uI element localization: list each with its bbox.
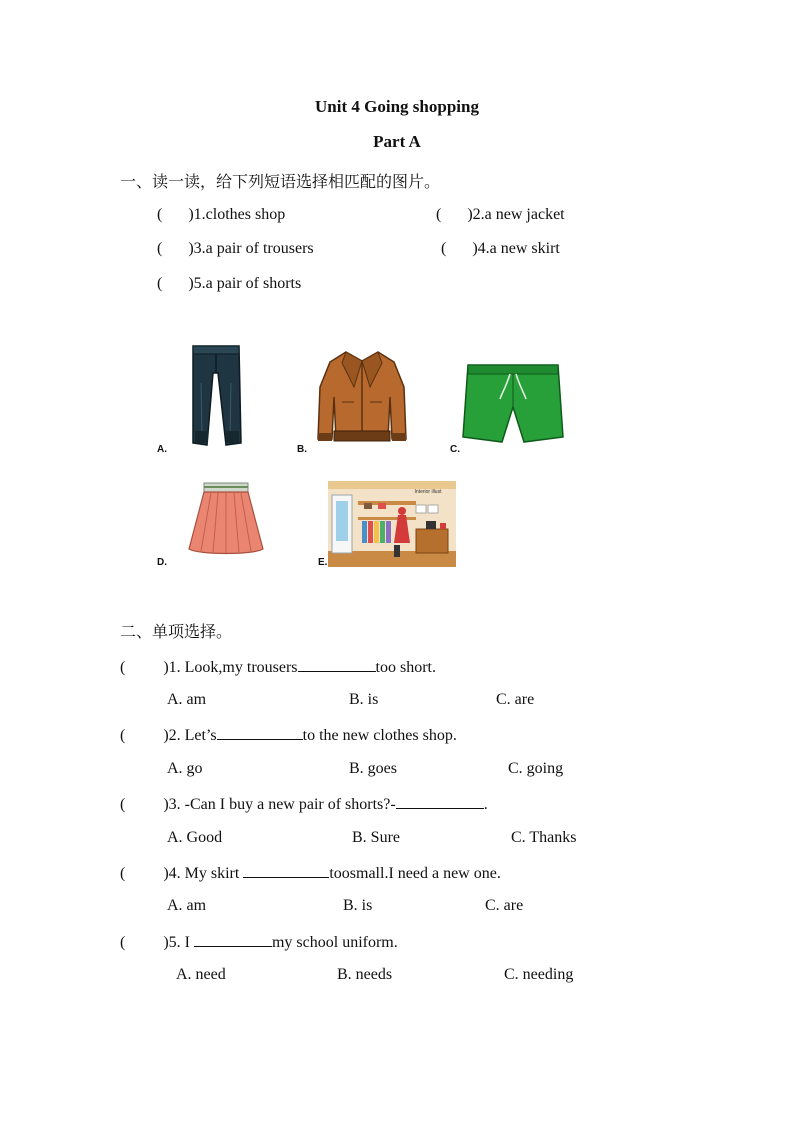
question-text: toosmall.I need a new one. <box>329 865 501 882</box>
question-text: my school uniform. <box>271 934 398 951</box>
question-4 <box>120 863 501 883</box>
item-text: )4.a new skirt <box>472 240 560 257</box>
answer-paren-open[interactable]: ( <box>441 240 447 257</box>
matching-item <box>157 206 285 224</box>
page-title: Unit 4 Going shopping <box>315 97 479 116</box>
option-c[interactable]: C. going <box>508 760 564 777</box>
answer-paren-open[interactable]: ( <box>157 206 163 223</box>
item-text: )2.a new jacket <box>467 206 565 223</box>
picture-label: B. <box>297 444 307 455</box>
matching-item <box>441 240 560 258</box>
option-a[interactable]: A. go <box>167 760 203 777</box>
question-text: too short. <box>375 659 436 676</box>
section2-heading: 二、单项选择。 <box>120 622 233 641</box>
answer-paren-open[interactable]: ( <box>157 240 163 257</box>
answer-paren-open[interactable]: ( <box>120 727 126 744</box>
option-c[interactable]: C. are <box>496 691 535 708</box>
picture-label: C. <box>450 444 460 455</box>
option-b[interactable]: B. Sure <box>352 829 400 846</box>
jacket-icon <box>316 347 408 446</box>
answer-blank[interactable] <box>243 863 329 878</box>
answer-blank[interactable] <box>194 932 272 947</box>
answer-blank[interactable] <box>217 725 303 740</box>
item-text: )3.a pair of trousers <box>188 240 314 257</box>
item-text: )1.clothes shop <box>188 206 286 223</box>
option-c[interactable]: C. needing <box>504 966 574 983</box>
picture-label: D. <box>157 557 167 568</box>
answer-paren-open[interactable]: ( <box>157 275 163 292</box>
matching-item <box>157 275 301 293</box>
answer-paren-open[interactable]: ( <box>120 796 126 813</box>
skirt-icon <box>187 481 265 557</box>
option-c[interactable]: C. are <box>485 897 524 914</box>
option-a[interactable]: A. am <box>167 691 207 708</box>
option-b[interactable]: B. goes <box>349 760 397 777</box>
clothes-shop-icon <box>328 481 456 567</box>
question-text: to the new clothes shop. <box>302 727 457 744</box>
shop-sign-text: Interior illust <box>414 489 442 495</box>
option-c[interactable]: C. Thanks <box>511 829 577 846</box>
answer-paren-open[interactable]: ( <box>120 934 126 951</box>
question-1 <box>120 657 436 677</box>
item-text: )5.a pair of shorts <box>188 275 302 292</box>
question-text: )1. Look,my trousers <box>163 659 298 676</box>
page-subtitle: Part A <box>373 132 421 151</box>
option-a[interactable]: A. Good <box>167 829 223 846</box>
question-text: )3. -Can I buy a new pair of shorts?- <box>163 796 396 813</box>
answer-blank[interactable] <box>396 794 484 809</box>
picture-label: E. <box>318 557 328 568</box>
answer-paren-open[interactable]: ( <box>120 865 126 882</box>
trousers-icon <box>185 343 247 451</box>
question-text: )5. I <box>163 934 194 951</box>
question-5 <box>120 932 398 952</box>
picture-label: A. <box>157 444 167 455</box>
answer-paren-open[interactable]: ( <box>436 206 442 223</box>
question-3 <box>120 794 488 814</box>
option-a[interactable]: A. am <box>167 897 207 914</box>
option-b[interactable]: B. needs <box>337 966 393 983</box>
question-text: )4. My skirt <box>163 865 244 882</box>
option-a[interactable]: A. need <box>176 966 226 983</box>
option-b[interactable]: B. is <box>349 691 379 708</box>
answer-blank[interactable] <box>298 657 376 672</box>
option-b[interactable]: B. is <box>343 897 373 914</box>
question-2 <box>120 725 457 745</box>
matching-item <box>157 240 314 258</box>
matching-item <box>436 206 565 224</box>
section1-heading: 一、读一读，给下列短语选择相匹配的图片。 <box>120 172 441 191</box>
answer-paren-open[interactable]: ( <box>120 659 126 676</box>
question-text: )2. Let’s <box>163 727 217 744</box>
question-text: . <box>483 796 488 813</box>
shorts-icon <box>462 361 564 445</box>
